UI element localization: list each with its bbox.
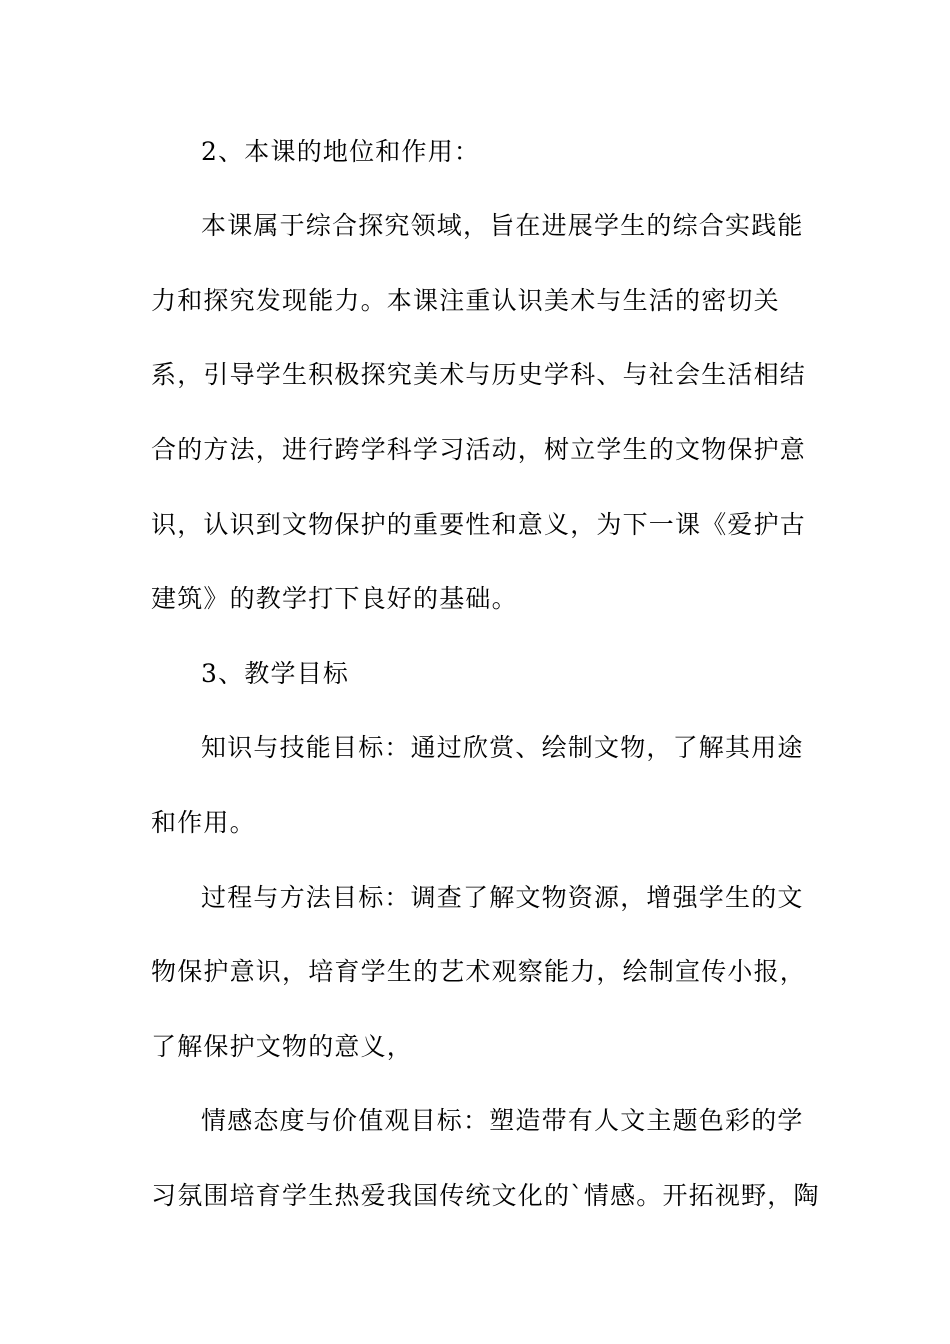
- paragraph-line: 习氛围培育学生热爱我国传统文化的`情感。开拓视野，陶: [151, 1181, 820, 1210]
- paragraph-line: 过程与方法目标：调查了解文物资源，增强学生的文: [201, 883, 804, 912]
- paragraph-line: 建筑》的教学打下良好的基础。: [151, 584, 518, 613]
- paragraph-line: 识，认识到文物保护的重要性和意义，为下一课《爱护古: [151, 510, 807, 539]
- paragraph-line: 了解保护文物的意义，: [151, 1032, 414, 1061]
- paragraph-line: 知识与技能目标：通过欣赏、绘制文物，了解其用途: [201, 733, 804, 762]
- paragraph-line: 系，引导学生积极探究美术与历史学科、与社会生活相结: [151, 360, 807, 389]
- section-heading-teaching-goals: 3、教学目标: [201, 659, 350, 688]
- paragraph-line: 情感态度与价值观目标：塑造带有人文主题色彩的学: [201, 1106, 804, 1135]
- paragraph-line: 和作用。: [151, 808, 256, 837]
- section-heading-position-role: 2、本课的地位和作用：: [201, 137, 481, 166]
- paragraph-line: 物保护意识，培育学生的艺术观察能力，绘制宣传小报，: [151, 957, 807, 986]
- paragraph-line: 力和探究发现能力。本课注重认识美术与生活的密切关: [151, 286, 780, 315]
- paragraph-line: 合的方法，进行跨学科学习活动，树立学生的文物保护意: [151, 435, 807, 464]
- paragraph-line: 本课属于综合探究领域，旨在进展学生的综合实践能: [201, 211, 804, 240]
